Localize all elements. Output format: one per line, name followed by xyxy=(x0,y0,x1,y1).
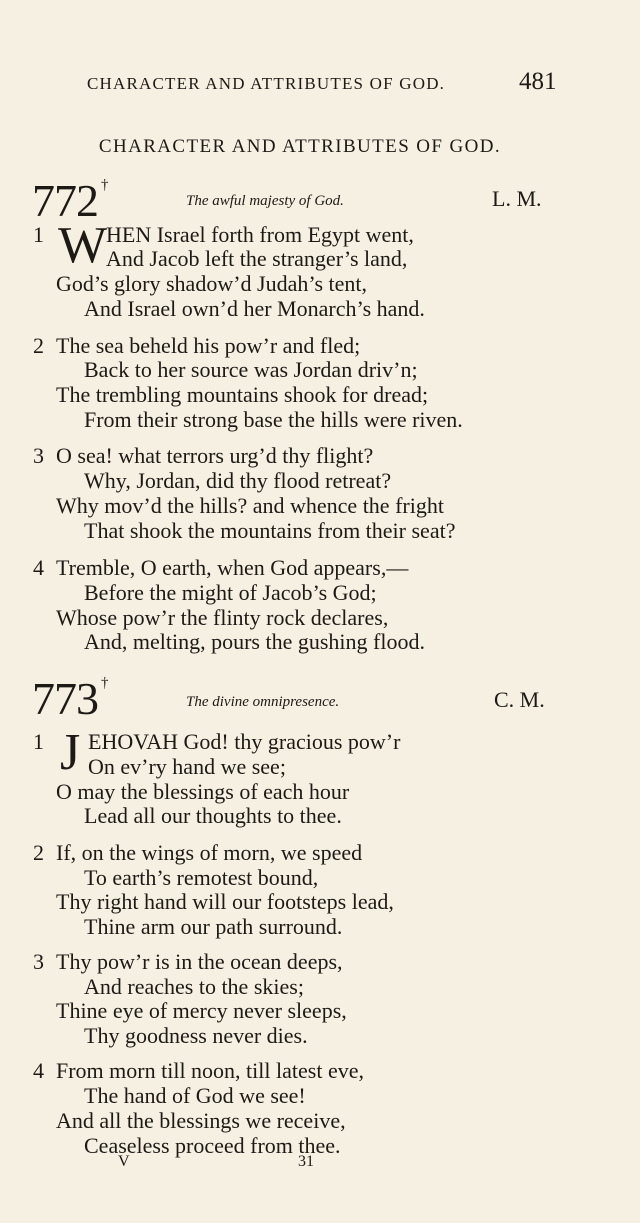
verse-line: Why, Jordan, did thy flood retreat? xyxy=(84,468,392,493)
hymn-meter: L. M. xyxy=(492,186,542,211)
verse-line: And Israel own’d her Monarch’s hand. xyxy=(84,296,425,321)
verse-line: God’s glory shadow’d Judah’s tent, xyxy=(56,271,368,296)
hymn-subject: The awful majesty of God. xyxy=(186,193,344,209)
verse-line: Why mov’d the hills? and whence the fright xyxy=(56,493,444,518)
verse-line: Tremble, O earth, when God appears,— xyxy=(56,555,409,580)
verse-line: O may the blessings of each hour xyxy=(56,779,350,804)
verse-line: On ev’ry hand we see; xyxy=(88,754,286,779)
verse-line: From their strong base the hills were riven. xyxy=(84,407,463,432)
signature-mark: V xyxy=(118,1153,130,1170)
drop-cap: J xyxy=(60,724,79,781)
dagger-mark: † xyxy=(101,177,109,193)
stanza-number: 3 xyxy=(33,949,44,974)
verse-line: Before the might of Jacob’s God; xyxy=(84,580,377,605)
running-head xyxy=(0,68,640,98)
verse-line: That shook the mountains from their seat? xyxy=(84,518,456,543)
verse-line: The trembling mountains shook for dread; xyxy=(56,382,429,407)
verse-line: From morn till noon, till latest eve, xyxy=(56,1058,364,1083)
stanza-number: 4 xyxy=(33,1058,44,1083)
stanza-number: 1 xyxy=(33,222,44,247)
verse-line: To earth’s remotest bound, xyxy=(84,865,319,890)
verse-line: If, on the wings of morn, we speed xyxy=(56,840,363,865)
verse-line: Thy right hand will our footsteps lead, xyxy=(56,889,394,914)
verse-line: Whose pow’r the flinty rock declares, xyxy=(56,605,389,630)
verse-line: Lead all our thoughts to thee. xyxy=(84,803,342,828)
stanza-number: 2 xyxy=(33,840,44,865)
page-footer xyxy=(0,1153,640,1177)
verse-line: And reaches to the skies; xyxy=(84,974,304,999)
stanza-number: 1 xyxy=(33,729,44,754)
verse-line: The hand of God we see! xyxy=(84,1083,306,1108)
stanza-number: 3 xyxy=(33,443,44,468)
stanza-number: 2 xyxy=(33,333,44,358)
verse-line: Thine arm our path surround. xyxy=(84,914,343,939)
page-number: 481 xyxy=(519,68,557,95)
verse-line: Back to her source was Jordan driv’n; xyxy=(84,357,418,382)
verse-line: HEN Israel forth from Egypt went, xyxy=(106,222,414,247)
verse-line: Thine eye of mercy never sleeps, xyxy=(56,998,347,1023)
hymn-meter: C. M. xyxy=(494,687,545,712)
verse-line: Thy pow’r is in the ocean deeps, xyxy=(56,949,343,974)
verse-line: Thy goodness never dies. xyxy=(84,1023,308,1048)
hymn-subject: The divine omnipresence. xyxy=(186,694,340,710)
verse-line: O sea! what terrors urg’d thy flight? xyxy=(56,443,374,468)
verse-line: And Jacob left the stranger’s land, xyxy=(106,246,408,271)
verse-line: And all the blessings we receive, xyxy=(56,1108,346,1133)
dagger-mark: † xyxy=(101,675,109,691)
verse-line: The sea beheld his pow’r and fled; xyxy=(56,333,361,358)
hymn-number: 773 xyxy=(32,673,98,724)
sheet-number: 31 xyxy=(298,1153,314,1170)
hymn-773-header xyxy=(0,674,640,724)
verse-line: And, melting, pours the gushing flood. xyxy=(84,629,425,654)
hymn-number: 772 xyxy=(32,175,98,226)
running-head-title: CHARACTER AND ATTRIBUTES OF GOD. xyxy=(87,74,446,93)
verse-line: Ceaseless proceed from thee. xyxy=(84,1133,341,1158)
verse-line: EHOVAH God! thy gracious pow’r xyxy=(88,729,401,754)
section-title: CHARACTER AND ATTRIBUTES OF GOD. xyxy=(98,136,502,157)
stanza-number: 4 xyxy=(33,555,44,580)
drop-cap: W xyxy=(58,217,106,274)
